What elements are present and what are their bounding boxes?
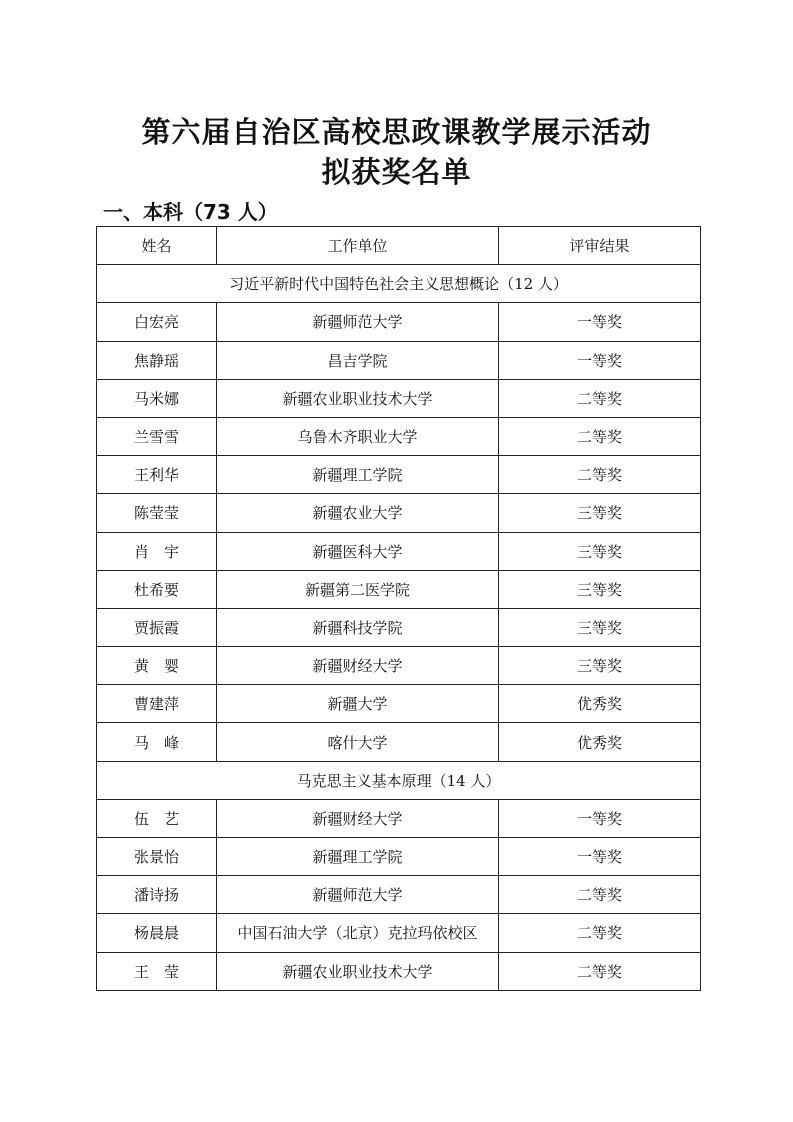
work-unit: 新疆理工学院 <box>217 838 499 876</box>
header-name: 姓名 <box>97 227 217 265</box>
award-result: 一等奖 <box>499 799 701 837</box>
winner-name: 王利华 <box>97 456 217 494</box>
award-result: 二等奖 <box>499 952 701 990</box>
award-result: 二等奖 <box>499 417 701 455</box>
winner-name: 黄 婴 <box>97 647 217 685</box>
table-row <box>97 876 701 914</box>
table-row <box>97 456 701 494</box>
winner-name: 焦静瑶 <box>97 341 217 379</box>
table-row <box>97 532 701 570</box>
winner-name: 肖 宇 <box>97 532 217 570</box>
document-title: 第六届自治区高校思政课教学展示活动 <box>141 115 652 149</box>
work-unit: 新疆师范大学 <box>217 876 499 914</box>
table-row <box>97 838 701 876</box>
work-unit: 新疆师范大学 <box>217 303 499 341</box>
category-row <box>97 265 701 303</box>
winner-name: 张景怡 <box>97 838 217 876</box>
work-unit: 新疆理工学院 <box>217 456 499 494</box>
section-heading: 一、本科（73 人） <box>103 200 278 224</box>
award-result: 三等奖 <box>499 608 701 646</box>
award-result: 三等奖 <box>499 532 701 570</box>
work-unit: 中国石油大学（北京）克拉玛依校区 <box>217 914 499 952</box>
table-header-row <box>97 227 701 265</box>
winner-name: 兰雪雪 <box>97 417 217 455</box>
table-row <box>97 570 701 608</box>
award-result: 二等奖 <box>499 379 701 417</box>
table-row <box>97 799 701 837</box>
winner-name: 马米娜 <box>97 379 217 417</box>
award-table <box>96 226 701 991</box>
work-unit: 新疆财经大学 <box>217 799 499 837</box>
award-result: 优秀奖 <box>499 723 701 761</box>
winner-name: 王 莹 <box>97 952 217 990</box>
work-unit: 新疆财经大学 <box>217 647 499 685</box>
winner-name: 贾振霞 <box>97 608 217 646</box>
award-result: 二等奖 <box>499 456 701 494</box>
award-result: 二等奖 <box>499 876 701 914</box>
work-unit: 新疆第二医学院 <box>217 570 499 608</box>
winner-name: 杜希要 <box>97 570 217 608</box>
winner-name: 白宏亮 <box>97 303 217 341</box>
award-result: 优秀奖 <box>499 685 701 723</box>
work-unit: 新疆大学 <box>217 685 499 723</box>
award-result: 三等奖 <box>499 647 701 685</box>
header-unit: 工作单位 <box>217 227 499 265</box>
document-subtitle: 拟获奖名单 <box>321 155 472 189</box>
winner-name: 杨晨晨 <box>97 914 217 952</box>
award-result: 一等奖 <box>499 341 701 379</box>
work-unit: 新疆科技学院 <box>217 608 499 646</box>
award-result: 二等奖 <box>499 914 701 952</box>
table-row <box>97 914 701 952</box>
award-result: 一等奖 <box>499 303 701 341</box>
table-row <box>97 303 701 341</box>
winner-name: 曹建萍 <box>97 685 217 723</box>
winner-name: 潘诗扬 <box>97 876 217 914</box>
table-row <box>97 952 701 990</box>
work-unit: 喀什大学 <box>217 723 499 761</box>
winner-name: 伍 艺 <box>97 799 217 837</box>
work-unit: 新疆农业大学 <box>217 494 499 532</box>
work-unit: 新疆医科大学 <box>217 532 499 570</box>
header-result: 评审结果 <box>499 227 701 265</box>
table-row <box>97 494 701 532</box>
award-result: 一等奖 <box>499 838 701 876</box>
award-result: 三等奖 <box>499 494 701 532</box>
table-row <box>97 723 701 761</box>
award-result: 三等奖 <box>499 570 701 608</box>
table-row <box>97 647 701 685</box>
category-row <box>97 761 701 799</box>
work-unit: 新疆农业职业技术大学 <box>217 379 499 417</box>
table-row <box>97 608 701 646</box>
winner-name: 陈莹莹 <box>97 494 217 532</box>
category-title: 习近平新时代中国特色社会主义思想概论（12 人） <box>97 265 701 303</box>
work-unit: 新疆农业职业技术大学 <box>217 952 499 990</box>
winner-name: 马 峰 <box>97 723 217 761</box>
award-table-body <box>97 227 701 991</box>
table-row <box>97 685 701 723</box>
table-row <box>97 341 701 379</box>
work-unit: 昌吉学院 <box>217 341 499 379</box>
work-unit: 乌鲁木齐职业大学 <box>217 417 499 455</box>
table-row <box>97 417 701 455</box>
category-title: 马克思主义基本原理（14 人） <box>97 761 701 799</box>
table-row <box>97 379 701 417</box>
